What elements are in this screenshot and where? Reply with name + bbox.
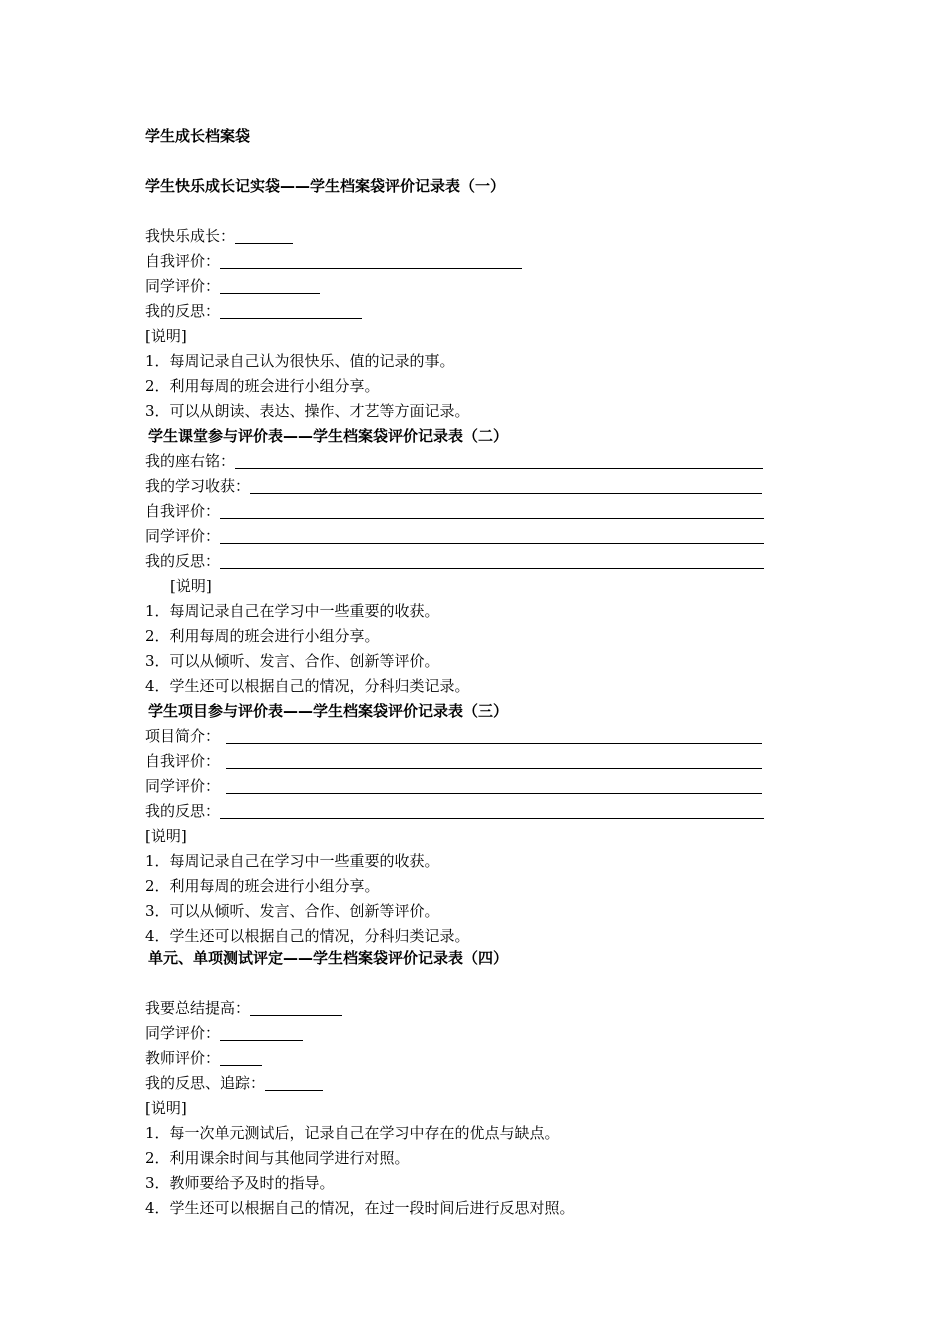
fill-blank[interactable] xyxy=(265,1074,323,1091)
doc-title: 学生成长档案袋 xyxy=(145,127,251,145)
section2-field-motto xyxy=(145,449,763,474)
field-label: 同学评价： xyxy=(145,777,221,795)
field-label: 我的反思： xyxy=(145,802,221,820)
section3-note-label: [说明] xyxy=(145,827,187,845)
section1-note-label: [说明] xyxy=(145,327,187,345)
fill-blank[interactable] xyxy=(226,727,762,744)
fill-blank[interactable] xyxy=(226,752,762,769)
field-label: 自我评价： xyxy=(145,252,221,270)
section1-field-reflect xyxy=(145,299,362,324)
field-label: 我快乐成长： xyxy=(145,227,236,245)
fill-blank[interactable] xyxy=(220,302,362,319)
section4-note: 3．教师要给予及时的指导。 xyxy=(145,1174,335,1192)
section3-note: 1．每周记录自己在学习中一些重要的收获。 xyxy=(145,852,440,870)
section1-note: 3．可以从朗读、表达、操作、才艺等方面记录。 xyxy=(145,402,470,420)
section3-field-self xyxy=(145,749,762,774)
field-label: 我的座右铭： xyxy=(145,452,236,470)
section1-title: 学生快乐成长记实袋——学生档案袋评价记录表（一） xyxy=(145,177,506,195)
field-label: 我的学习收获： xyxy=(145,477,251,495)
fill-blank[interactable] xyxy=(220,1049,262,1066)
field-label: 我要总结提高： xyxy=(145,999,251,1017)
section2-field-reflect xyxy=(145,549,764,574)
field-label: 自我评价： xyxy=(145,752,221,770)
fill-blank[interactable] xyxy=(235,452,763,469)
section3-note: 3．可以从倾听、发言、合作、创新等评价。 xyxy=(145,902,440,920)
field-label: 同学评价： xyxy=(145,1024,221,1042)
fill-blank[interactable] xyxy=(226,777,762,794)
fill-blank[interactable] xyxy=(220,252,522,269)
section2-note: 4．学生还可以根据自己的情况，分科归类记录。 xyxy=(145,677,470,695)
section2-field-self xyxy=(145,499,764,524)
section3-note: 4．学生还可以根据自己的情况，分科归类记录。 xyxy=(145,927,470,945)
fill-blank[interactable] xyxy=(220,502,764,519)
field-label: 我的反思： xyxy=(145,552,221,570)
field-label: 教师评价： xyxy=(145,1049,221,1067)
section3-note: 2．利用每周的班会进行小组分享。 xyxy=(145,877,380,895)
field-label: 自我评价： xyxy=(145,502,221,520)
fill-blank[interactable] xyxy=(220,802,764,819)
section2-note: 1．每周记录自己在学习中一些重要的收获。 xyxy=(145,602,440,620)
section4-field-reflect xyxy=(145,1071,323,1096)
section3-title: 学生项目参与评价表——学生档案袋评价记录表（三） xyxy=(148,702,509,720)
section1-field-peer xyxy=(145,274,320,299)
fill-blank[interactable] xyxy=(235,227,293,244)
fill-blank[interactable] xyxy=(220,1024,303,1041)
section1-note: 1．每周记录自己认为很快乐、值的记录的事。 xyxy=(145,352,455,370)
field-label: 项目简介： xyxy=(145,727,221,745)
section4-note: 1．每一次单元测试后，记录自己在学习中存在的优点与缺点。 xyxy=(145,1124,560,1142)
section3-field-peer xyxy=(145,774,762,799)
fill-blank[interactable] xyxy=(250,477,762,494)
fill-blank[interactable] xyxy=(220,527,764,544)
fill-blank[interactable] xyxy=(220,277,320,294)
fill-blank[interactable] xyxy=(250,999,342,1016)
section4-note-label: [说明] xyxy=(145,1099,187,1117)
section4-field-summary xyxy=(145,996,342,1021)
section2-note: 2．利用每周的班会进行小组分享。 xyxy=(145,627,380,645)
section2-note: 3．可以从倾听、发言、合作、创新等评价。 xyxy=(145,652,440,670)
section3-field-intro xyxy=(145,724,762,749)
section4-field-peer xyxy=(145,1021,303,1046)
section2-field-gains xyxy=(145,474,762,499)
section2-title: 学生课堂参与评价表——学生档案袋评价记录表（二） xyxy=(148,427,509,445)
section3-field-reflect xyxy=(145,799,764,824)
field-label: 同学评价： xyxy=(145,277,221,295)
field-label: 我的反思、追踪： xyxy=(145,1074,266,1092)
section1-field-self xyxy=(145,249,522,274)
section4-title: 单元、单项测试评定——学生档案袋评价记录表（四） xyxy=(148,949,509,967)
section4-note: 2．利用课余时间与其他同学进行对照。 xyxy=(145,1149,410,1167)
section2-note-label: [说明] xyxy=(170,577,212,595)
section1-field-happy xyxy=(145,224,293,249)
field-label: 我的反思： xyxy=(145,302,221,320)
field-label: 同学评价： xyxy=(145,527,221,545)
section1-note: 2．利用每周的班会进行小组分享。 xyxy=(145,377,380,395)
fill-blank[interactable] xyxy=(220,552,764,569)
section4-field-teacher xyxy=(145,1046,262,1071)
section2-field-peer xyxy=(145,524,764,549)
section4-note: 4．学生还可以根据自己的情况，在过一段时间后进行反思对照。 xyxy=(145,1199,575,1217)
